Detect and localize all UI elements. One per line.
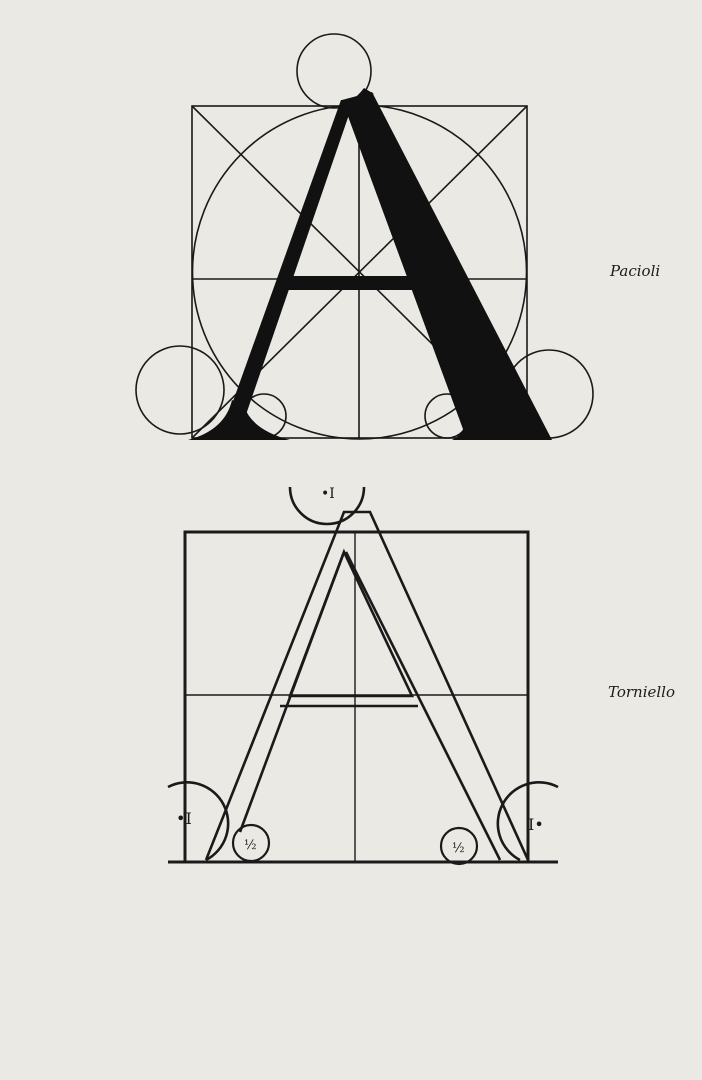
caption-pacioli: Pacioli (610, 262, 661, 280)
torniello-left-mark: •I (176, 809, 192, 828)
torniello-right-mark: I• (528, 815, 544, 834)
torniello-inner-right-mark: ½ (452, 841, 465, 856)
torniello-inner-left-mark: ½ (244, 838, 257, 853)
torniello-outer-outline (206, 512, 528, 860)
caption-torniello: Torniello (608, 683, 676, 701)
torniello-counter (290, 552, 412, 696)
torniello-top-mark: •I (321, 486, 335, 502)
